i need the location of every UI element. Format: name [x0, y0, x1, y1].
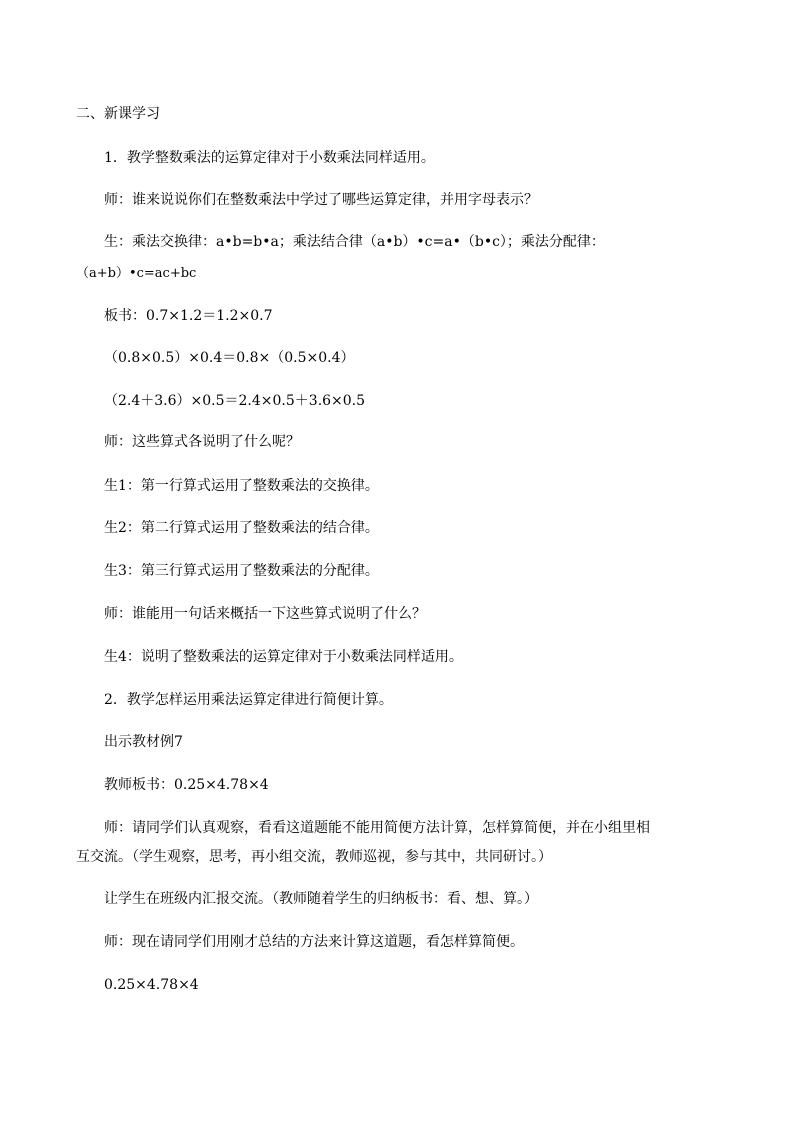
board-line-1: 板书：0.7×1.2＝1.2×0.7: [104, 308, 273, 324]
paragraph-13: 师：请同学们认真观察，看看这道题能不能用简便方法计算，怎样算简便，并在小组里相: [104, 820, 650, 836]
paragraph-7: 生3：第三行算式运用了整数乘法的分配律。: [104, 563, 379, 579]
paragraph-12: 教师板书：0.25×4.78×4: [104, 777, 269, 793]
paragraph-6: 生2：第二行算式运用了整数乘法的结合律。: [104, 520, 379, 536]
paragraph-1: 1．教学整数乘法的运算定律对于小数乘法同样适用。: [104, 150, 435, 166]
section-heading: 二、新课学习: [76, 106, 160, 122]
paragraph-14: 让学生在班级内汇报交流。（教师随着学生的归纳板书：看、想、算。）: [104, 891, 538, 907]
paragraph-5: 生1：第一行算式运用了整数乘法的交换律。: [104, 478, 379, 494]
paragraph-13-continuation: 互交流。（学生观察，思考，再小组交流，教师巡视，参与其中，共同研讨。）: [76, 849, 552, 865]
paragraph-3: 生：乘法交换律：a•b=b•a；乘法结合律（a•b）•c=a•（b•c）；乘法分配律：: [104, 234, 605, 250]
paragraph-8: 师：谁能用一句话来概括一下这些算式说明了什么？: [104, 606, 426, 622]
board-line-3: （2.4＋3.6）×0.5＝2.4×0.5＋3.6×0.5: [104, 393, 366, 409]
paragraph-15: 师：现在请同学们用刚才总结的方法来计算这道题，看怎样算简便。: [104, 934, 524, 950]
paragraph-16: 0.25×4.78×4: [104, 977, 199, 993]
paragraph-10: 2．教学怎样运用乘法运算定律进行简便计算。: [104, 692, 393, 708]
paragraph-9: 生4：说明了整数乘法的运算定律对于小数乘法同样适用。: [104, 649, 463, 665]
board-line-2: （0.8×0.5）×0.4＝0.8×（0.5×0.4）: [104, 350, 355, 366]
paragraph-4: 师：这些算式各说明了什么呢？: [104, 434, 300, 450]
paragraph-3-continuation: （a+b）•c=ac+bc: [76, 266, 197, 281]
paragraph-11: 出示教材例7: [104, 734, 183, 750]
paragraph-2: 师：谁来说说你们在整数乘法中学过了哪些运算定律，并用字母表示？: [104, 192, 538, 208]
